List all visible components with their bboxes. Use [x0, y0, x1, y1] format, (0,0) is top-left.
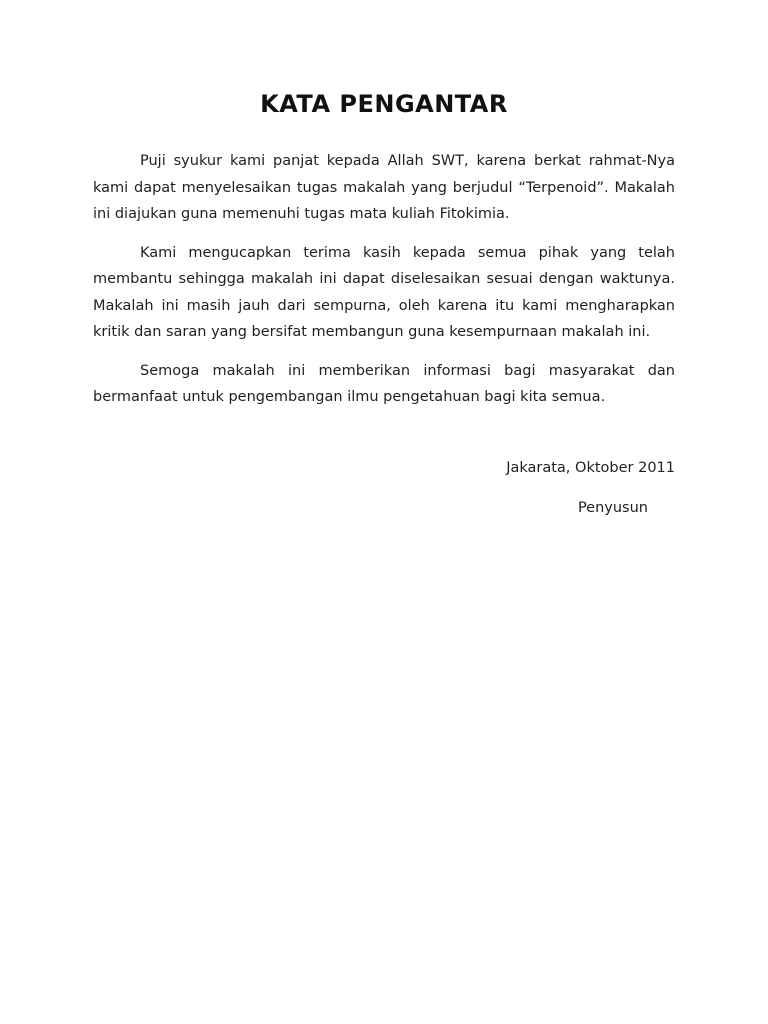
page-title: KATA PENGANTAR — [260, 90, 508, 118]
place-date: Jakarata, Oktober 2011 — [506, 460, 675, 476]
document-body — [93, 148, 675, 423]
paragraph-3: Semoga makalah ini memberikan informasi bagi masyarakat dan bermanfaat untuk pengembangan ilmu pengetahuan bagi kita semua. — [93, 362, 675, 405]
paragraph-2: Kami mengucapkan terima kasih kepada semua pihak yang telah membantu sehingga makalah ini dapat diselesaikan sesuai dengan waktunya. Makalah ini masih jauh dari sempurna, oleh karena itu kami mengharapkan kritik dan saran yang bersifat membangun guna kesempurnaan makalah ini. — [93, 244, 675, 340]
author-signature: Penyusun — [577, 500, 648, 516]
paragraph-1: Puji syukur kami panjat kepada Allah SWT, karena berkat rahmat-Nya kami dapat menyelesaikan tugas makalah yang berjudul “Terpenoid”. Makalah ini diajukan guna memenuhi tugas mata kuliah Fitokimia. — [93, 153, 675, 222]
